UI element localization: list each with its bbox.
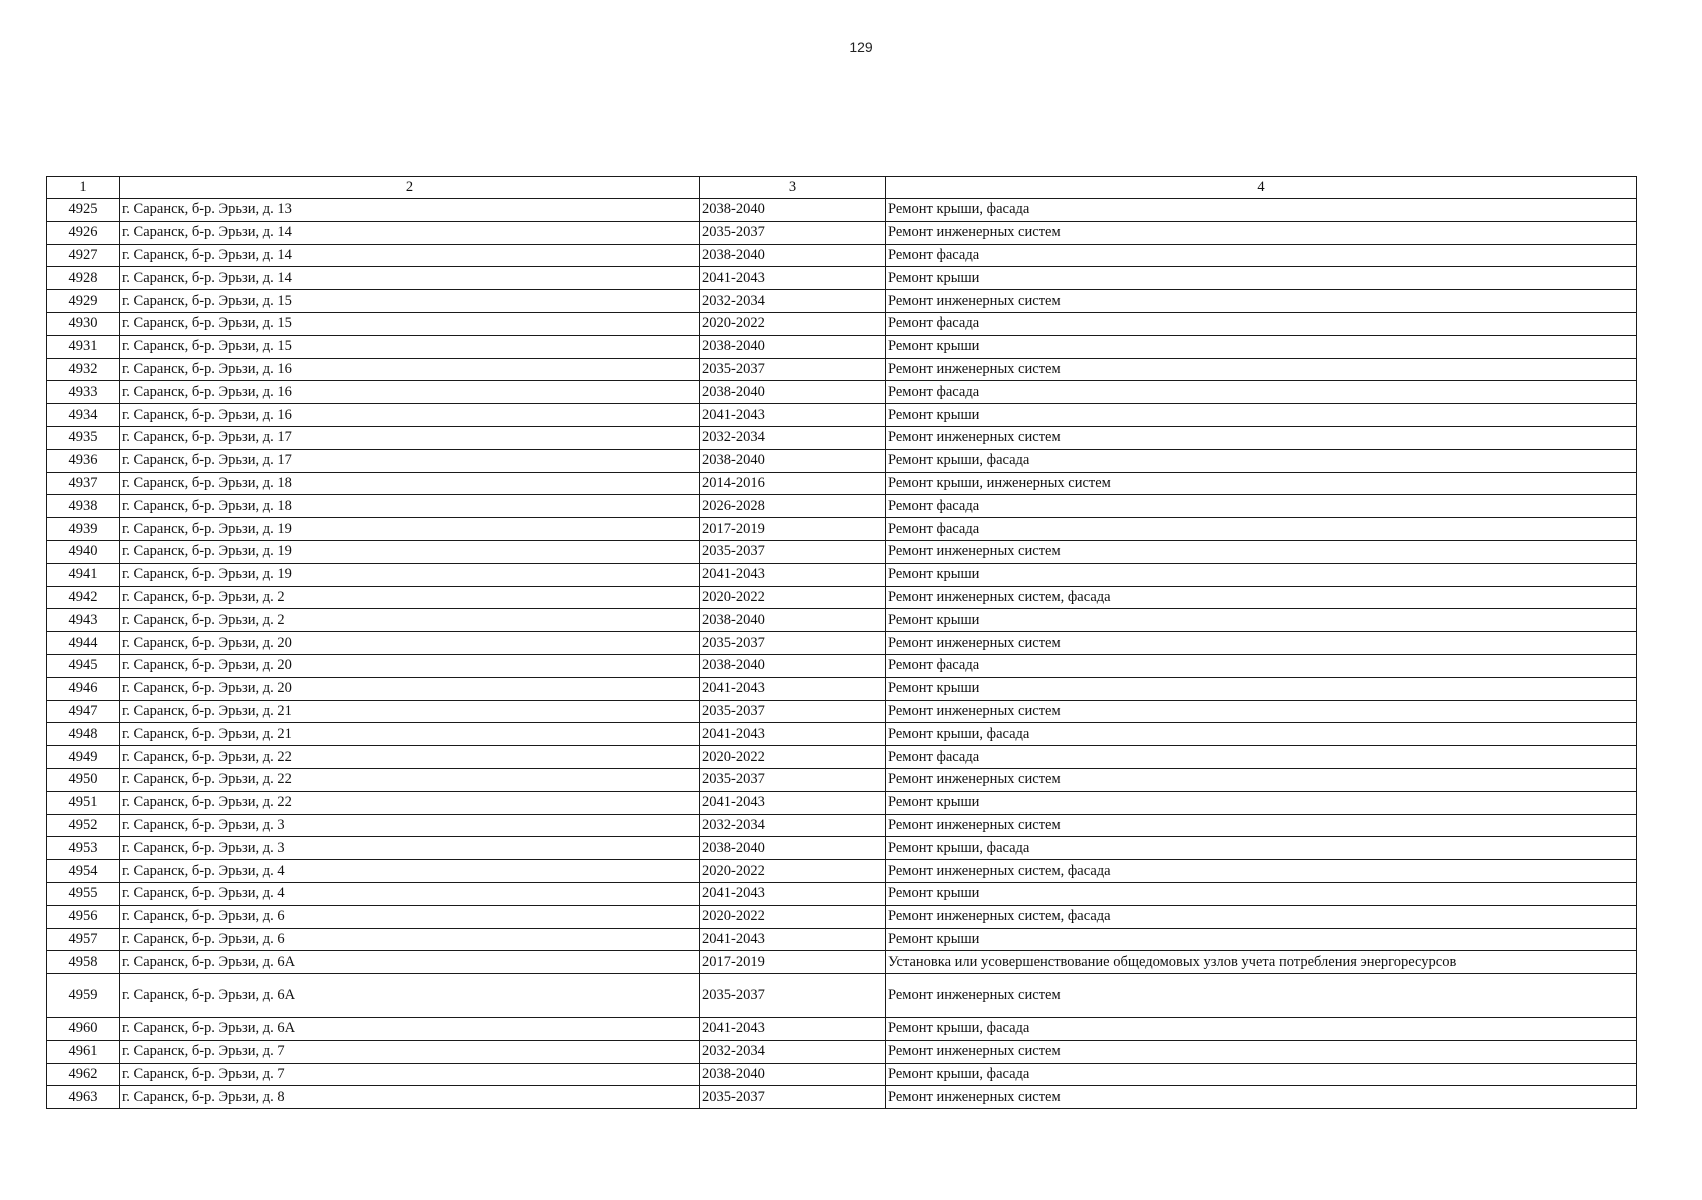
row-number-cell: 4932	[47, 358, 120, 381]
row-number-cell: 4936	[47, 449, 120, 472]
period-cell: 2026-2028	[700, 495, 886, 518]
row-number-cell: 4963	[47, 1086, 120, 1109]
address-cell: г. Саранск, б-р. Эрьзи, д. 16	[120, 358, 700, 381]
work-type-cell: Ремонт фасада	[886, 244, 1637, 267]
work-type-cell: Ремонт инженерных систем	[886, 768, 1637, 791]
table-row	[47, 358, 1637, 381]
work-type-cell: Ремонт инженерных систем, фасада	[886, 860, 1637, 883]
table-row	[47, 404, 1637, 427]
address-cell: г. Саранск, б-р. Эрьзи, д. 16	[120, 381, 700, 404]
table-row	[47, 814, 1637, 837]
row-number-cell: 4927	[47, 244, 120, 267]
row-number-cell: 4955	[47, 882, 120, 905]
period-cell: 2020-2022	[700, 860, 886, 883]
period-cell: 2038-2040	[700, 381, 886, 404]
table-row	[47, 449, 1637, 472]
table-row	[47, 746, 1637, 769]
table-row	[47, 677, 1637, 700]
table-header	[47, 177, 1637, 199]
period-cell: 2038-2040	[700, 335, 886, 358]
table-row	[47, 426, 1637, 449]
period-cell: 2038-2040	[700, 199, 886, 222]
table-row	[47, 837, 1637, 860]
row-number-cell: 4945	[47, 654, 120, 677]
header-col-3: 3	[700, 177, 886, 199]
table-row	[47, 290, 1637, 313]
period-cell: 2035-2037	[700, 974, 886, 1018]
address-cell: г. Саранск, б-р. Эрьзи, д. 22	[120, 746, 700, 769]
table-row	[47, 472, 1637, 495]
work-type-cell: Ремонт крыши	[886, 882, 1637, 905]
table-row	[47, 791, 1637, 814]
period-cell: 2035-2037	[700, 632, 886, 655]
address-cell: г. Саранск, б-р. Эрьзи, д. 2	[120, 609, 700, 632]
address-cell: г. Саранск, б-р. Эрьзи, д. 4	[120, 860, 700, 883]
work-type-cell: Ремонт инженерных систем	[886, 426, 1637, 449]
period-cell: 2038-2040	[700, 837, 886, 860]
row-number-cell: 4961	[47, 1040, 120, 1063]
address-cell: г. Саранск, б-р. Эрьзи, д. 6	[120, 905, 700, 928]
work-type-cell: Ремонт крыши	[886, 404, 1637, 427]
work-type-cell: Ремонт крыши	[886, 928, 1637, 951]
row-number-cell: 4928	[47, 267, 120, 290]
table-row	[47, 632, 1637, 655]
table-row	[47, 768, 1637, 791]
table-row	[47, 312, 1637, 335]
address-cell: г. Саранск, б-р. Эрьзи, д. 22	[120, 791, 700, 814]
row-number-cell: 4952	[47, 814, 120, 837]
period-cell: 2035-2037	[700, 221, 886, 244]
period-cell: 2035-2037	[700, 768, 886, 791]
row-number-cell: 4950	[47, 768, 120, 791]
work-type-cell: Ремонт фасада	[886, 654, 1637, 677]
table-row	[47, 882, 1637, 905]
page-number: 129	[849, 39, 873, 55]
address-cell: г. Саранск, б-р. Эрьзи, д. 14	[120, 267, 700, 290]
table-row	[47, 540, 1637, 563]
table-row	[47, 974, 1637, 1018]
period-cell: 2038-2040	[700, 654, 886, 677]
work-type-cell: Ремонт фасада	[886, 312, 1637, 335]
row-number-cell: 4949	[47, 746, 120, 769]
address-cell: г. Саранск, б-р. Эрьзи, д. 13	[120, 199, 700, 222]
table-row	[47, 335, 1637, 358]
period-cell: 2032-2034	[700, 426, 886, 449]
row-number-cell: 4958	[47, 951, 120, 974]
period-cell: 2035-2037	[700, 700, 886, 723]
table-body	[47, 199, 1637, 1109]
work-type-cell: Ремонт крыши, фасада	[886, 723, 1637, 746]
address-cell: г. Саранск, б-р. Эрьзи, д. 6А	[120, 974, 700, 1018]
work-type-cell: Ремонт инженерных систем	[886, 1086, 1637, 1109]
address-cell: г. Саранск, б-р. Эрьзи, д. 17	[120, 449, 700, 472]
table-row	[47, 723, 1637, 746]
period-cell: 2035-2037	[700, 1086, 886, 1109]
table-row	[47, 1040, 1637, 1063]
address-cell: г. Саранск, б-р. Эрьзи, д. 20	[120, 632, 700, 655]
row-number-cell: 4933	[47, 381, 120, 404]
row-number-cell: 4943	[47, 609, 120, 632]
period-cell: 2017-2019	[700, 951, 886, 974]
table-row	[47, 700, 1637, 723]
table-row	[47, 267, 1637, 290]
row-number-cell: 4944	[47, 632, 120, 655]
period-cell: 2038-2040	[700, 244, 886, 267]
period-cell: 2041-2043	[700, 267, 886, 290]
address-cell: г. Саранск, б-р. Эрьзи, д. 18	[120, 472, 700, 495]
period-cell: 2032-2034	[700, 814, 886, 837]
work-type-cell: Ремонт инженерных систем	[886, 221, 1637, 244]
address-cell: г. Саранск, б-р. Эрьзи, д. 15	[120, 312, 700, 335]
table-row	[47, 1063, 1637, 1086]
address-cell: г. Саранск, б-р. Эрьзи, д. 6А	[120, 951, 700, 974]
row-number-cell: 4940	[47, 540, 120, 563]
work-type-cell: Ремонт инженерных систем	[886, 700, 1637, 723]
work-type-cell: Ремонт фасада	[886, 381, 1637, 404]
address-cell: г. Саранск, б-р. Эрьзи, д. 15	[120, 335, 700, 358]
period-cell: 2041-2043	[700, 882, 886, 905]
work-type-cell: Ремонт крыши	[886, 791, 1637, 814]
work-type-cell: Ремонт инженерных систем	[886, 540, 1637, 563]
work-type-cell: Ремонт инженерных систем	[886, 974, 1637, 1018]
period-cell: 2038-2040	[700, 609, 886, 632]
table-row	[47, 586, 1637, 609]
work-type-cell: Ремонт крыши	[886, 335, 1637, 358]
work-type-cell: Установка или усовершенствование общедомовых узлов учета потребления энергоресурсов	[886, 951, 1637, 974]
period-cell: 2041-2043	[700, 1018, 886, 1041]
work-type-cell: Ремонт крыши, фасада	[886, 1063, 1637, 1086]
period-cell: 2032-2034	[700, 290, 886, 313]
repair-schedule-table	[46, 176, 1637, 1109]
work-type-cell: Ремонт крыши, фасада	[886, 199, 1637, 222]
table-row	[47, 905, 1637, 928]
address-cell: г. Саранск, б-р. Эрьзи, д. 21	[120, 723, 700, 746]
address-cell: г. Саранск, б-р. Эрьзи, д. 17	[120, 426, 700, 449]
work-type-cell: Ремонт крыши, фасада	[886, 449, 1637, 472]
table-row	[47, 381, 1637, 404]
table-row	[47, 609, 1637, 632]
period-cell: 2035-2037	[700, 358, 886, 381]
header-row	[47, 177, 1637, 199]
work-type-cell: Ремонт крыши	[886, 677, 1637, 700]
header-col-4: 4	[886, 177, 1637, 199]
address-cell: г. Саранск, б-р. Эрьзи, д. 14	[120, 221, 700, 244]
table-row	[47, 244, 1637, 267]
address-cell: г. Саранск, б-р. Эрьзи, д. 7	[120, 1040, 700, 1063]
row-number-cell: 4935	[47, 426, 120, 449]
row-number-cell: 4937	[47, 472, 120, 495]
row-number-cell: 4941	[47, 563, 120, 586]
address-cell: г. Саранск, б-р. Эрьзи, д. 3	[120, 814, 700, 837]
address-cell: г. Саранск, б-р. Эрьзи, д. 6	[120, 928, 700, 951]
period-cell: 2032-2034	[700, 1040, 886, 1063]
period-cell: 2014-2016	[700, 472, 886, 495]
address-cell: г. Саранск, б-р. Эрьзи, д. 19	[120, 540, 700, 563]
row-number-cell: 4931	[47, 335, 120, 358]
table-row	[47, 221, 1637, 244]
table-row	[47, 518, 1637, 541]
address-cell: г. Саранск, б-р. Эрьзи, д. 19	[120, 563, 700, 586]
period-cell: 2038-2040	[700, 449, 886, 472]
period-cell: 2041-2043	[700, 563, 886, 586]
address-cell: г. Саранск, б-р. Эрьзи, д. 18	[120, 495, 700, 518]
address-cell: г. Саранск, б-р. Эрьзи, д. 21	[120, 700, 700, 723]
period-cell: 2041-2043	[700, 404, 886, 427]
period-cell: 2020-2022	[700, 905, 886, 928]
period-cell: 2041-2043	[700, 928, 886, 951]
address-cell: г. Саранск, б-р. Эрьзи, д. 6А	[120, 1018, 700, 1041]
table-row	[47, 860, 1637, 883]
work-type-cell: Ремонт инженерных систем	[886, 814, 1637, 837]
work-type-cell: Ремонт крыши	[886, 609, 1637, 632]
table-row	[47, 1018, 1637, 1041]
row-number-cell: 4938	[47, 495, 120, 518]
header-col-1: 1	[47, 177, 120, 199]
work-type-cell: Ремонт фасада	[886, 746, 1637, 769]
address-cell: г. Саранск, б-р. Эрьзи, д. 19	[120, 518, 700, 541]
work-type-cell: Ремонт инженерных систем	[886, 632, 1637, 655]
table-row	[47, 951, 1637, 974]
row-number-cell: 4960	[47, 1018, 120, 1041]
address-cell: г. Саранск, б-р. Эрьзи, д. 16	[120, 404, 700, 427]
row-number-cell: 4954	[47, 860, 120, 883]
table-row	[47, 563, 1637, 586]
period-cell: 2041-2043	[700, 723, 886, 746]
address-cell: г. Саранск, б-р. Эрьзи, д. 20	[120, 677, 700, 700]
work-type-cell: Ремонт инженерных систем	[886, 1040, 1637, 1063]
address-cell: г. Саранск, б-р. Эрьзи, д. 2	[120, 586, 700, 609]
address-cell: г. Саранск, б-р. Эрьзи, д. 3	[120, 837, 700, 860]
row-number-cell: 4953	[47, 837, 120, 860]
header-col-2: 2	[120, 177, 700, 199]
table-row	[47, 654, 1637, 677]
address-cell: г. Саранск, б-р. Эрьзи, д. 20	[120, 654, 700, 677]
period-cell: 2041-2043	[700, 677, 886, 700]
period-cell: 2020-2022	[700, 312, 886, 335]
work-type-cell: Ремонт крыши, инженерных систем	[886, 472, 1637, 495]
period-cell: 2038-2040	[700, 1063, 886, 1086]
address-cell: г. Саранск, б-р. Эрьзи, д. 4	[120, 882, 700, 905]
address-cell: г. Саранск, б-р. Эрьзи, д. 14	[120, 244, 700, 267]
table-row	[47, 495, 1637, 518]
work-type-cell: Ремонт инженерных систем	[886, 358, 1637, 381]
table-row	[47, 1086, 1637, 1109]
row-number-cell: 4948	[47, 723, 120, 746]
period-cell: 2017-2019	[700, 518, 886, 541]
row-number-cell: 4951	[47, 791, 120, 814]
row-number-cell: 4925	[47, 199, 120, 222]
row-number-cell: 4934	[47, 404, 120, 427]
row-number-cell: 4946	[47, 677, 120, 700]
period-cell: 2020-2022	[700, 586, 886, 609]
row-number-cell: 4959	[47, 974, 120, 1018]
row-number-cell: 4947	[47, 700, 120, 723]
row-number-cell: 4939	[47, 518, 120, 541]
period-cell: 2020-2022	[700, 746, 886, 769]
row-number-cell: 4957	[47, 928, 120, 951]
row-number-cell: 4942	[47, 586, 120, 609]
work-type-cell: Ремонт инженерных систем, фасада	[886, 586, 1637, 609]
row-number-cell: 4956	[47, 905, 120, 928]
address-cell: г. Саранск, б-р. Эрьзи, д. 8	[120, 1086, 700, 1109]
table-row	[47, 199, 1637, 222]
period-cell: 2041-2043	[700, 791, 886, 814]
work-type-cell: Ремонт инженерных систем, фасада	[886, 905, 1637, 928]
row-number-cell: 4929	[47, 290, 120, 313]
work-type-cell: Ремонт крыши, фасада	[886, 837, 1637, 860]
work-type-cell: Ремонт крыши	[886, 563, 1637, 586]
work-type-cell: Ремонт инженерных систем	[886, 290, 1637, 313]
row-number-cell: 4962	[47, 1063, 120, 1086]
address-cell: г. Саранск, б-р. Эрьзи, д. 7	[120, 1063, 700, 1086]
address-cell: г. Саранск, б-р. Эрьзи, д. 22	[120, 768, 700, 791]
work-type-cell: Ремонт крыши, фасада	[886, 1018, 1637, 1041]
row-number-cell: 4930	[47, 312, 120, 335]
work-type-cell: Ремонт фасада	[886, 518, 1637, 541]
table-row	[47, 928, 1637, 951]
period-cell: 2035-2037	[700, 540, 886, 563]
address-cell: г. Саранск, б-р. Эрьзи, д. 15	[120, 290, 700, 313]
work-type-cell: Ремонт крыши	[886, 267, 1637, 290]
work-type-cell: Ремонт фасада	[886, 495, 1637, 518]
row-number-cell: 4926	[47, 221, 120, 244]
